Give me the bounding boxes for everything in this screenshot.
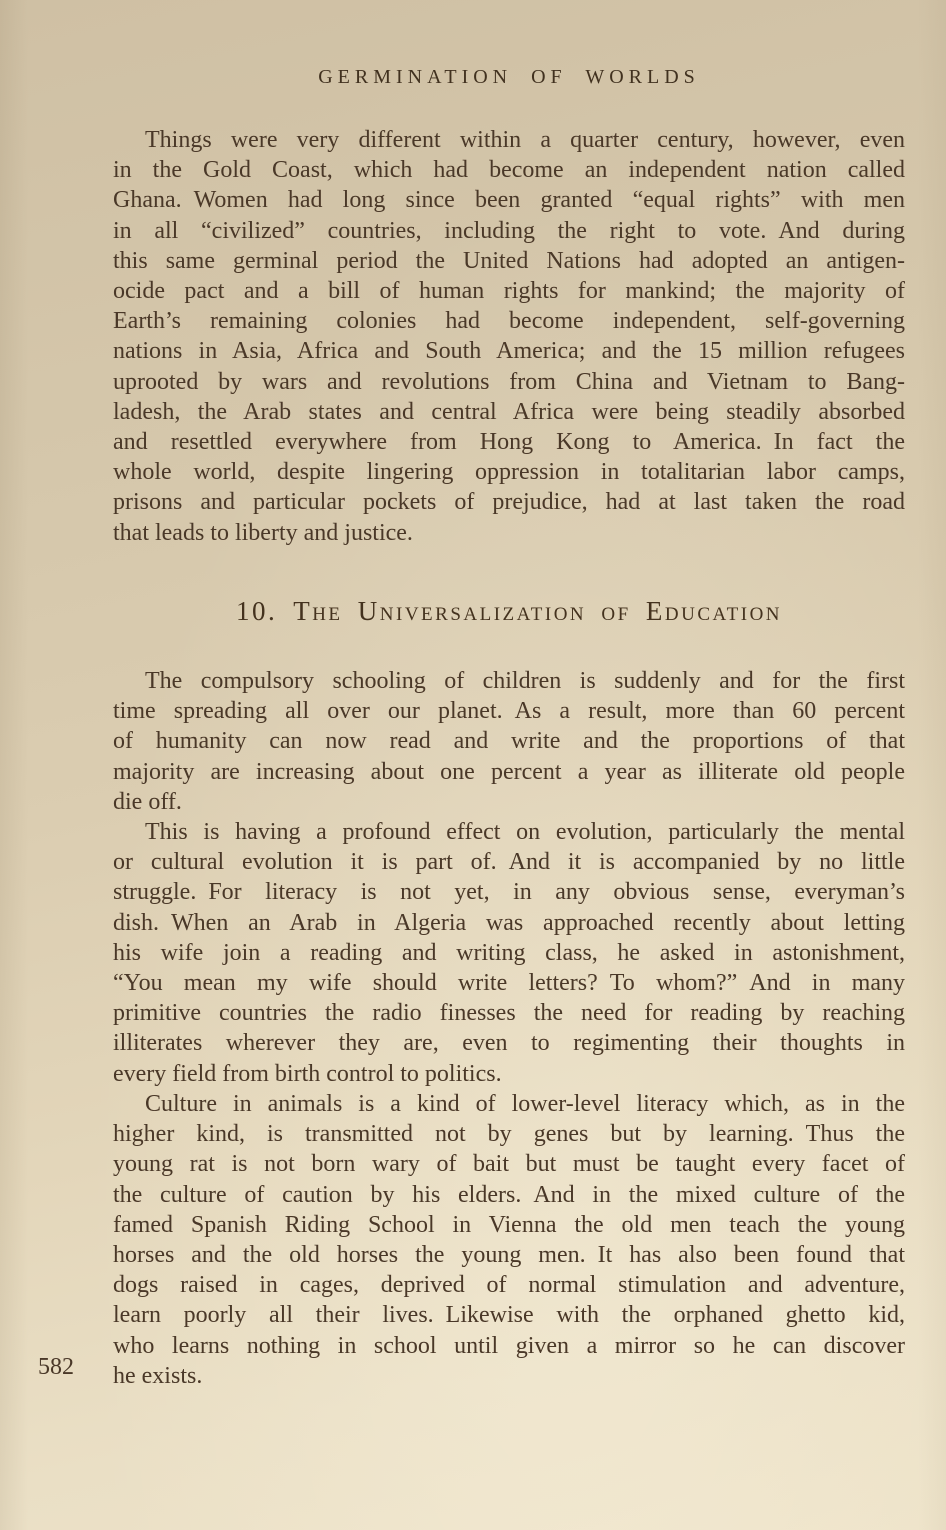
paragraph bbox=[113, 817, 905, 1089]
text-line: famed Spanish Riding School in Vienna the old men teach the young bbox=[113, 1211, 905, 1238]
text-line: Culture in animals is a kind of lower-level literacy which, as in the bbox=[145, 1090, 905, 1117]
text-line: Ghana. Women had long since been granted “equal rights” with men bbox=[113, 187, 905, 214]
text-line: struggle. For literacy is not yet, in any obvious sense, everyman’s bbox=[113, 879, 905, 906]
text-line: whole world, despite lingering oppression in totalitarian labor camps, bbox=[113, 459, 905, 486]
text-line: majority are increasing about one percent a year as illiterate old people bbox=[113, 758, 905, 785]
text-line: “You mean my wife should write letters? To whom?” And in many bbox=[113, 970, 905, 997]
text-line: in all “civilized” countries, including the right to vote. And during bbox=[113, 217, 905, 244]
text-line: dish. When an Arab in Algeria was approached recently about letting bbox=[113, 909, 905, 936]
text-line: The compulsory schooling of children is suddenly and for the first bbox=[145, 668, 905, 695]
text-line: This is having a profound effect on evolution, particularly the mental bbox=[145, 819, 905, 846]
text-line: time spreading all over our planet. As a result, more than 60 percent bbox=[113, 698, 905, 725]
section-heading: 10. The Universalization of Education bbox=[235, 595, 783, 626]
text-line: learn poorly all their lives. Likewise with the orphaned ghetto kid, bbox=[113, 1302, 905, 1329]
text-line: or cultural evolution it is part of. And it is accompanied by no little bbox=[113, 849, 905, 876]
text-line: primitive countries the radio finesses the need for reading by reaching bbox=[113, 1000, 905, 1027]
text-line: his wife join a reading and writing class, he asked in astonishment, bbox=[113, 939, 905, 966]
text-line: dogs raised in cages, deprived of normal stimulation and adventure, bbox=[113, 1272, 905, 1299]
text-line: higher kind, is transmitted not by genes but by learning. Thus the bbox=[113, 1121, 905, 1148]
text-line: this same germinal period the United Nations had adopted an antigen- bbox=[113, 247, 905, 274]
paragraph bbox=[113, 1089, 905, 1391]
text-line: Things were very different within a quarter century, however, even bbox=[145, 127, 905, 153]
paragraph bbox=[113, 125, 905, 548]
text-line: in the Gold Coast, which had become an independent nation called bbox=[113, 157, 905, 184]
text-line: prisons and particular pockets of prejudice, had at last taken the road bbox=[113, 489, 905, 516]
text-line: die off. bbox=[113, 788, 182, 815]
text-line: Earth’s remaining colonies had become independent, self-governing bbox=[113, 308, 905, 335]
text-line: ladesh, the Arab states and central Africa were being steadily absorbed bbox=[113, 398, 905, 425]
page-number: 582 bbox=[38, 1354, 74, 1380]
text-line: who learns nothing in school until given a mirror so he can discover bbox=[113, 1332, 905, 1359]
text-line: uprooted by wars and revolutions from China and Vietnam to Bang- bbox=[113, 368, 905, 395]
text-line: horses and the old horses the young men. It has also been found that bbox=[113, 1241, 905, 1268]
text-line: of humanity can now read and write and the proportions of that bbox=[113, 728, 905, 755]
text-line: he exists. bbox=[113, 1362, 203, 1389]
paragraph bbox=[113, 666, 905, 817]
text-line: the culture of caution by his elders. And in the mixed culture of the bbox=[113, 1181, 905, 1208]
text-line: and resettled everywhere from Hong Kong to America. In fact the bbox=[113, 429, 905, 456]
running-header: GERMINATION OF WORLDS bbox=[318, 66, 700, 88]
text-line: nations in Asia, Africa and South America; and the 15 million refugees bbox=[113, 338, 905, 365]
text-line: every field from birth control to politics. bbox=[113, 1060, 502, 1087]
text-line: illiterates wherever they are, even to regimenting their thoughts in bbox=[113, 1030, 905, 1057]
text-line: that leads to liberty and justice. bbox=[113, 519, 413, 546]
text-line: ocide pact and a bill of human rights for mankind; the majority of bbox=[113, 278, 905, 305]
body-text bbox=[113, 125, 905, 1391]
text-line: young rat is not born wary of bait but must be taught every facet of bbox=[113, 1151, 905, 1178]
